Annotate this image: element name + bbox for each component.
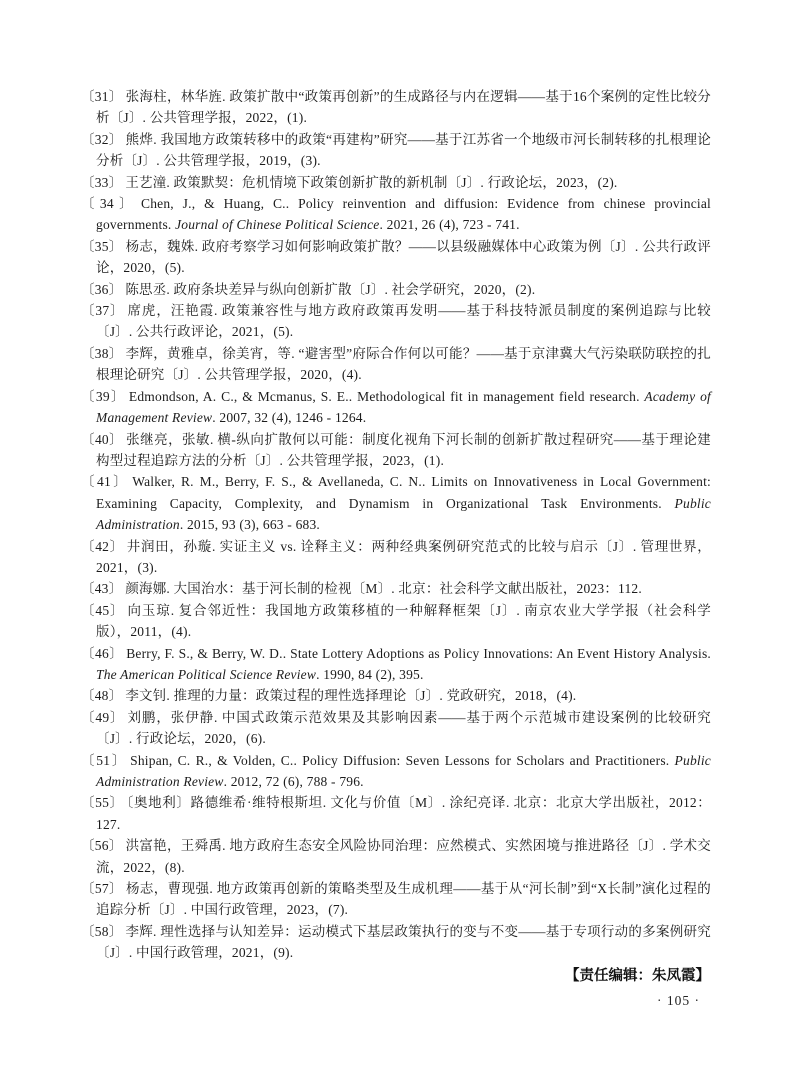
reference-entry xyxy=(81,279,711,300)
reference-number-label: 〔39〕 xyxy=(81,388,126,404)
reference-text: 席虎，汪艳霞. 政策兼容性与地方政府政策再发明——基于科技特派员制度的案例追踪与比较〔J〕. 公共行政评论，2021，(5). xyxy=(96,303,711,340)
journal-title-italic: Public Administration Review xyxy=(96,752,711,789)
reference-text: 李文钊. 推理的力量：政策过程的理性选择理论〔J〕. 党政研究，2018，(4). xyxy=(125,688,577,704)
reference-text: 向玉琼. 复合邻近性：我国地方政策移植的一种解释框架〔J〕. 南京农业大学学报（社会科学版），2011，(4). xyxy=(96,602,711,640)
reference-number-label: 〔42〕 xyxy=(81,538,124,554)
reference-entry xyxy=(81,236,711,279)
reference-entry xyxy=(81,386,711,429)
reference-text: 王艺潼. 政策默契：危机情境下政策创新扩散的新机制〔J〕. 行政论坛，2023，(2). xyxy=(125,174,618,190)
reference-entry xyxy=(81,86,711,129)
reference-number-label: 〔45〕 xyxy=(81,602,125,618)
reference-entry xyxy=(81,750,711,793)
reference-entry xyxy=(81,471,711,535)
reference-number-label: 〔58〕 xyxy=(81,923,123,939)
reference-number-label: 〔40〕 xyxy=(81,431,124,447)
reference-text: Shipan, C. R., & Volden, C.. Policy Diffusion: Seven Lessons for Scholars and Practitioners. xyxy=(130,752,675,768)
reference-text: . 2015, 93 (3), 663 - 683. xyxy=(179,517,320,533)
reference-entry xyxy=(81,578,711,599)
reference-entry xyxy=(81,172,711,193)
reference-entry xyxy=(81,429,711,472)
journal-title-italic: The American Political Science Review xyxy=(96,666,317,682)
reference-number-label: 〔33〕 xyxy=(81,174,123,190)
journal-title-italic: Journal of Chinese Political Science xyxy=(175,217,380,233)
references-list xyxy=(81,86,711,964)
reference-text: 洪富艳，王舜禹. 地方政府生态安全风险协同治理：应然模式、实然困境与推进路径〔J〕. 学术交流，2022，(8). xyxy=(96,838,711,875)
reference-entry xyxy=(81,300,711,343)
reference-text: . 2021, 26 (4), 723 - 741. xyxy=(379,217,520,233)
responsible-editor-note: 【责任编辑：朱凤霞】 xyxy=(565,968,710,984)
reference-entry xyxy=(81,835,711,878)
reference-entry xyxy=(81,536,711,579)
reference-number-label: 〔43〕 xyxy=(81,581,123,597)
reference-entry xyxy=(81,878,711,921)
reference-entry xyxy=(81,792,711,835)
reference-number-label: 〔37〕 xyxy=(81,303,125,319)
reference-number-label: 〔56〕 xyxy=(81,838,123,854)
reference-text: 〔奥地利〕路德维希·维特根斯坦. 文化与价值〔M〕. 涂纪亮译. 北京：北京大学出版社，2012：127. xyxy=(96,795,711,832)
reference-text: 陈思丞. 政府条块差异与纵向创新扩散〔J〕. 社会学研究，2020，(2). xyxy=(125,281,536,297)
reference-entry xyxy=(81,129,711,172)
reference-entry xyxy=(81,685,711,706)
journal-title-italic: Academy of Management Review xyxy=(96,388,711,426)
reference-number-label: 〔49〕 xyxy=(81,709,125,725)
reference-text: Berry, F. S., & Berry, W. D.. State Lottery Adoptions as Policy Innovations: An Event History Analysis. xyxy=(126,645,711,661)
reference-text: Walker, R. M., Berry, F. S., & Avellaneda, C. N.. Limits on Innovativeness in Local Government: Examining Capacity, Complexity, and Dynamism in Organizational Task Environments. xyxy=(96,474,711,511)
reference-text: Chen, J., & Huang, C.. Policy reinvention and diffusion: Evidence from chinese provincial governments. xyxy=(96,196,711,233)
reference-text: 张继亮，张敏. 横-纵向扩散何以可能：制度化视角下河长制的创新扩散过程研究——基于理论建构型过程追踪方法的分析〔J〕. 公共管理学报，2023，(1). xyxy=(96,431,711,468)
reference-text: 李辉，黄雅卓，徐美宵，等. “避害型”府际合作何以可能？——基于京津冀大气污染联防联控的扎根理论研究〔J〕. 公共管理学报，2020，(4). xyxy=(96,345,711,383)
reference-entry xyxy=(81,193,711,236)
reference-number-label: 〔32〕 xyxy=(81,131,123,147)
reference-entry xyxy=(81,643,711,686)
reference-entry xyxy=(81,343,711,386)
reference-text: 熊烨. 我国地方政策转移中的政策“再建构”研究——基于江苏省一个地级市河长制转移的扎根理论分析〔J〕. 公共管理学报，2019，(3). xyxy=(96,131,711,169)
reference-number-label: 〔51〕 xyxy=(81,752,128,768)
reference-entry xyxy=(81,921,711,964)
reference-text: 杨志，魏姝. 政府考察学习如何影响政策扩散？——以县级融媒体中心政策为例〔J〕. 公共行政评论，2020，(5). xyxy=(96,238,711,276)
reference-number-label: 〔46〕 xyxy=(81,645,124,661)
reference-text: 刘鹏，张伊静. 中国式政策示范效果及其影响因素——基于两个示范城市建设案例的比较研究〔J〕. 行政论坛，2020，(6). xyxy=(96,709,711,747)
reference-number-label: 〔31〕 xyxy=(81,89,123,104)
reference-entry xyxy=(81,600,711,643)
reference-text: . 2007, 32 (4), 1246 - 1264. xyxy=(212,410,367,426)
reference-text: . 2012, 72 (6), 788 - 796. xyxy=(223,774,364,789)
reference-text: . 1990, 84 (2), 395. xyxy=(316,666,424,682)
journal-title-italic: Public Administration xyxy=(96,495,711,533)
reference-text: 杨志，曹现强. 地方政策再创新的策略类型及生成机理——基于从“河长制”到“X长制”演化过程的追踪分析〔J〕. 中国行政管理，2023，(7). xyxy=(96,881,711,918)
reference-number-label: 〔57〕 xyxy=(81,881,123,897)
reference-entry xyxy=(81,707,711,750)
reference-number-label: 〔38〕 xyxy=(81,345,123,361)
reference-number-label: 〔36〕 xyxy=(81,281,123,297)
reference-number-label: 〔55〕 xyxy=(81,795,124,811)
page-number: · 105 · xyxy=(657,993,700,1008)
reference-text: 张海柱，林华旌. 政策扩散中“政策再创新”的生成路径与内在逻辑——基于16个案例的定性比较分析〔J〕. 公共管理学报，2022，(1). xyxy=(96,89,711,126)
reference-text: 井润田，孙璇. 实证主义 vs. 诠释主义：两种经典案例研究范式的比较与启示〔J〕. 管理世界，2021，(3). xyxy=(96,538,711,575)
reference-text: 李辉. 理性选择与认知差异：运动模式下基层政策执行的变与不变——基于专项行动的多案例研究〔J〕. 中国行政管理，2021，(9). xyxy=(96,923,711,961)
reference-number-label: 〔34〕 xyxy=(81,196,138,212)
reference-number-label: 〔48〕 xyxy=(81,688,123,704)
reference-number-label: 〔41〕 xyxy=(81,474,130,490)
reference-number-label: 〔35〕 xyxy=(81,238,123,254)
reference-text: Edmondson, A. C., & Mcmanus, S. E.. Methodological fit in management field research. xyxy=(128,388,645,404)
reference-text: 颜海娜. 大国治水：基于河长制的检视〔M〕. 北京：社会科学文献出版社，2023：112. xyxy=(125,581,642,597)
